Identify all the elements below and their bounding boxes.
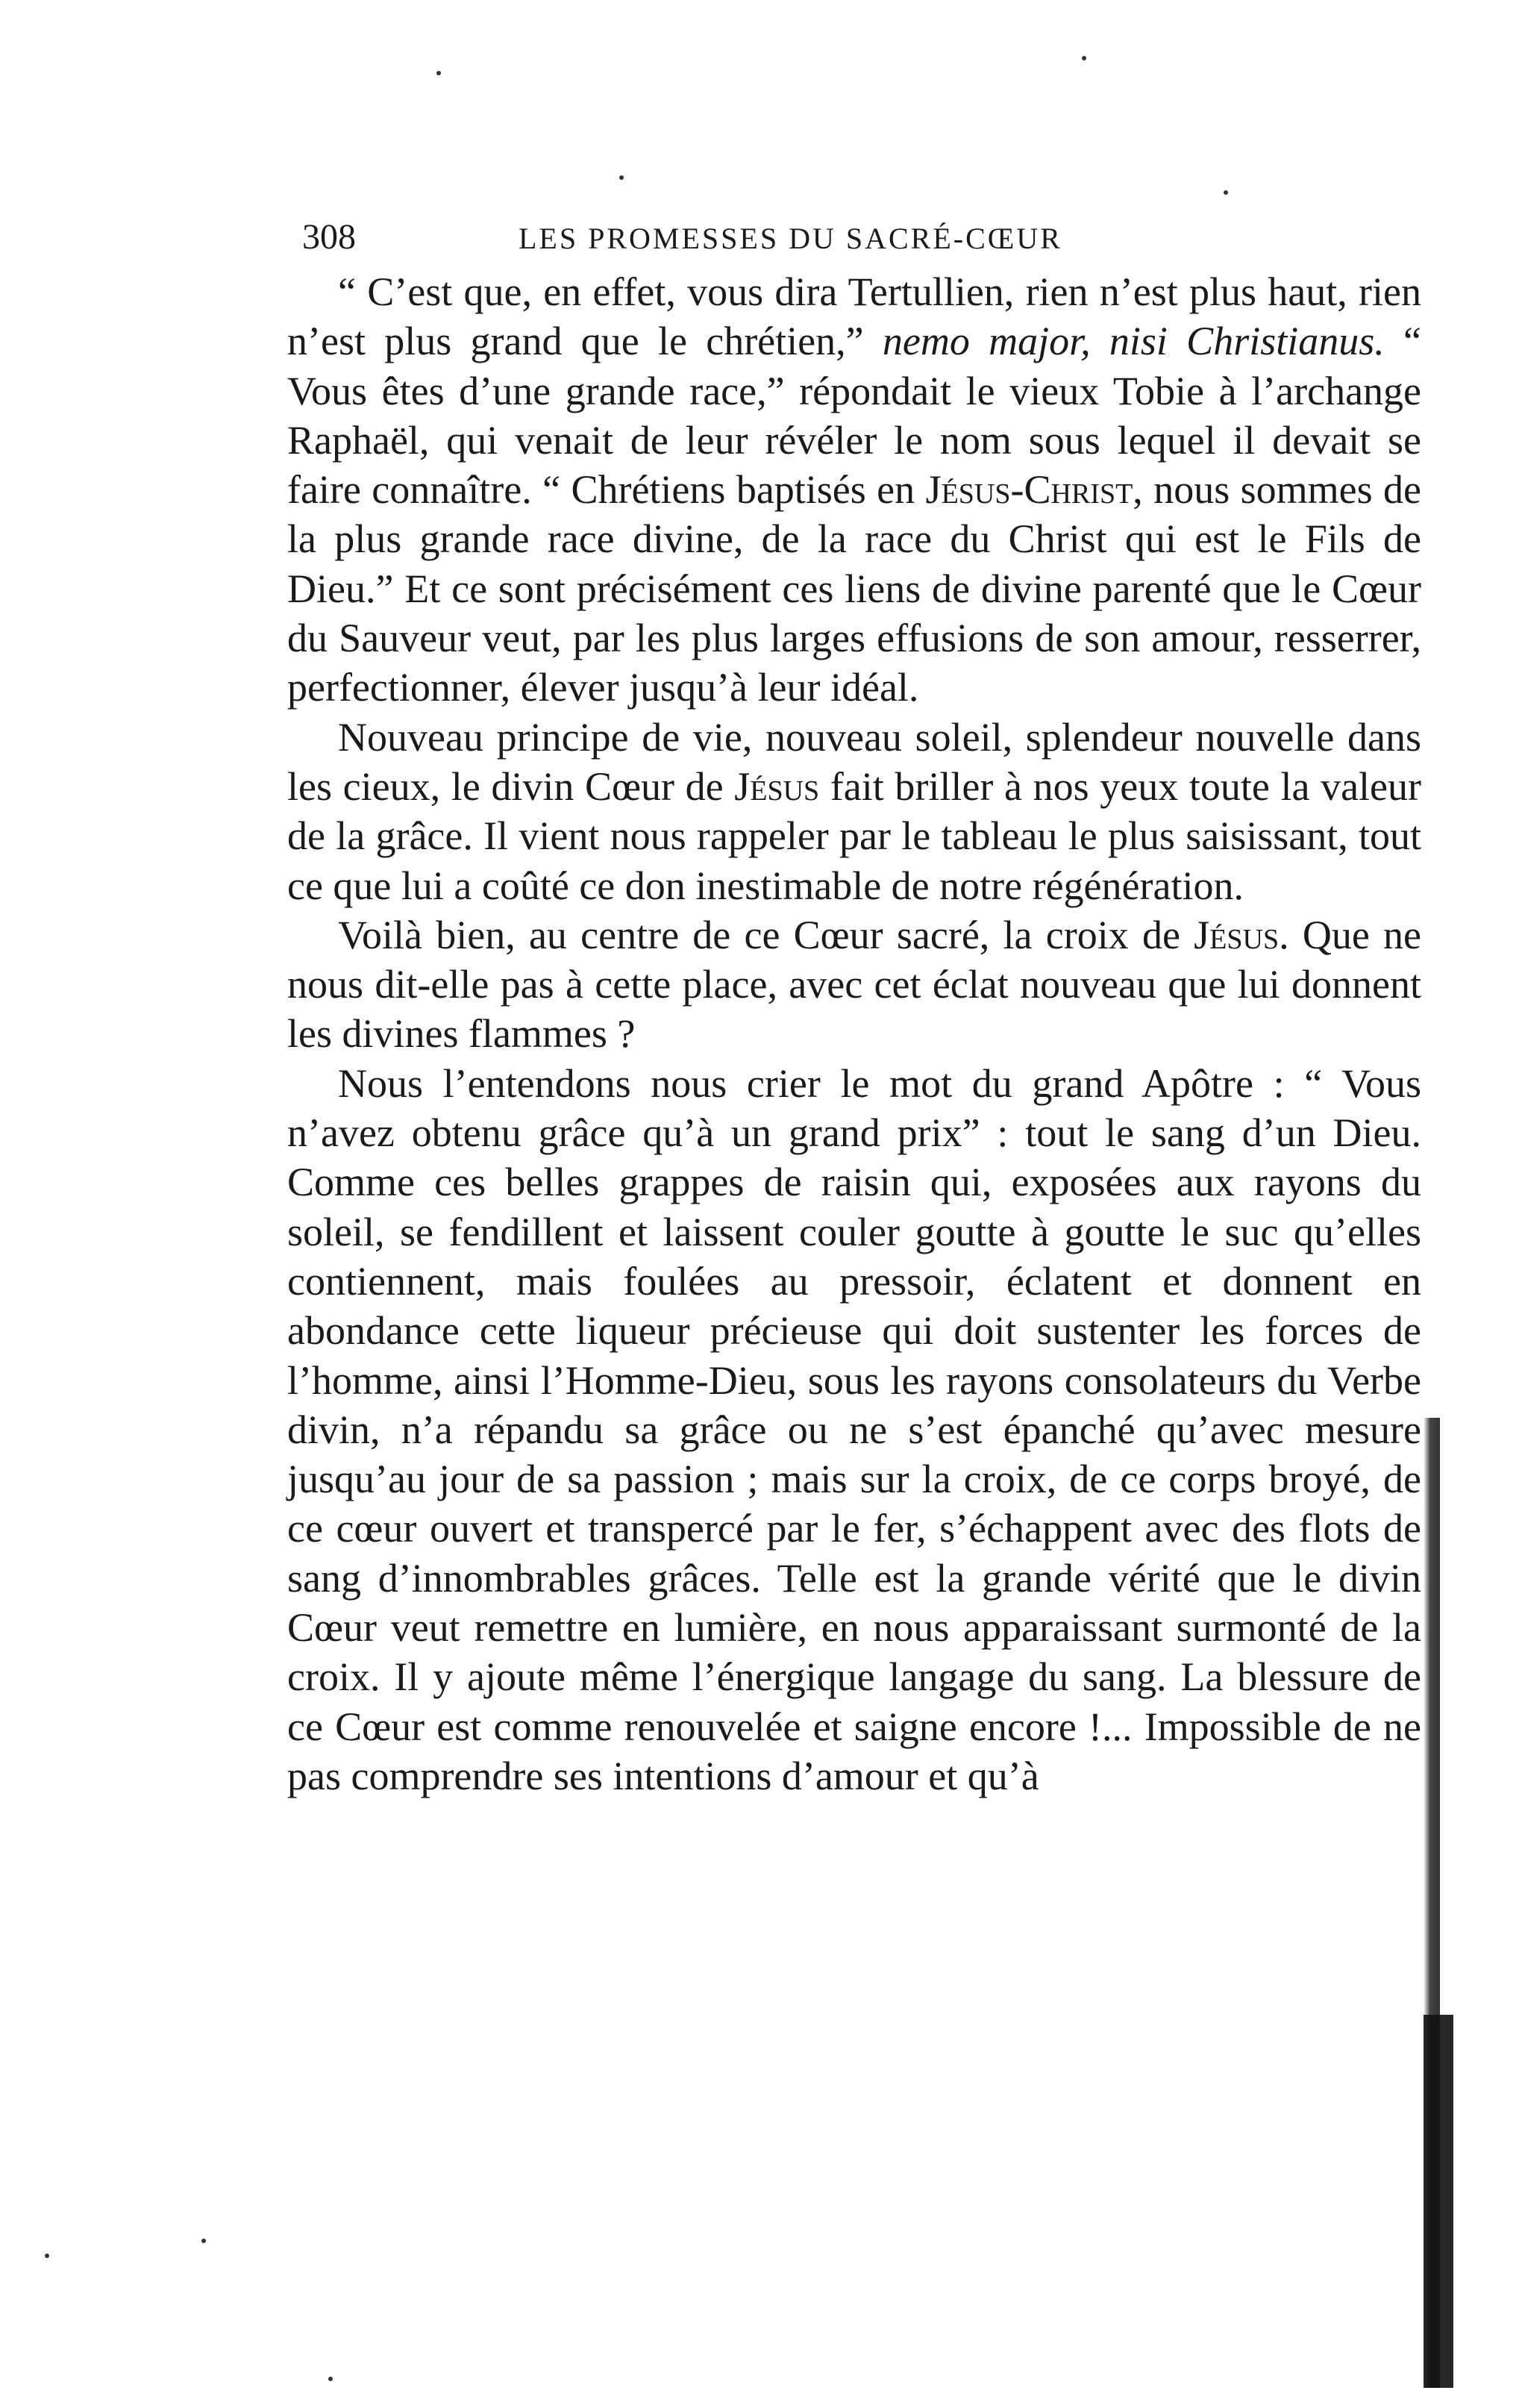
scan-speck — [1082, 56, 1086, 60]
jesus-smallcaps: Jésus — [1194, 912, 1280, 957]
paragraph-3-text-c: . Que ne nous dit-elle pas à cette place, avec cet éclat nouveau que lui donnent les divines flammes ? — [287, 912, 1422, 1057]
paragraph-3 — [287, 910, 1421, 1059]
page-header — [302, 216, 1183, 269]
scan-speck — [201, 2239, 206, 2243]
running-head: LES PROMESSES DU SACRÉ-CŒUR — [519, 222, 1062, 255]
jesus-christ-smallcaps: Jésus-Christ — [925, 467, 1133, 513]
paragraph-1 — [287, 267, 1421, 713]
paragraph-4-text-a: Nous l’entendons nous crier le mot du grand Apôtre : “ Vous n’avez obtenu grâce qu’à un grand prix” : tout le sang d’un Dieu. Comme ces belles grappes de raisin qui, exposées aux rayons du soleil, se fendillent et laissent couler goutte à goutte le suc qu’elles contiennent, mais foulées au pressoir, éclatent et donnent en abondance cette liqueur précieuse qui doit sustenter les forces de l’homme, ainsi l’Homme-Dieu, sous les rayons consolateurs du Verbe divin, n’a répandu sa grâce ou ne s’est épanché qu’avec mesure jusqu’au jour de sa passion ; mais sur la croix, de ce corps broyé, de ce cœur ouvert et transpercé par le fer, s’échappent avec des flots de sang d’innombrables grâces. Telle est la grande vérité que le divin Cœur veut remettre en lumière, en nous apparaissant surmonté de la croix. Il y ajoute même l’énergique langage du sang. La blessure de ce Cœur est comme renouvelée et saigne encore !... Impossible de ne pas comprendre ses intentions d’amour et qu’à — [287, 1060, 1421, 1798]
scan-edge-shadow-lower — [1424, 2015, 1453, 2388]
paragraph-2-text-c: fait briller à nos yeux toute la valeur de la grâce. Il vient nous rappeler par le tableau le plus saisissant, tout ce que lui a coûté ce don inestimable de notre régénération. — [287, 763, 1421, 908]
scan-speck — [619, 175, 624, 180]
page-number: 308 — [302, 217, 356, 257]
body-text — [287, 267, 1421, 1801]
paragraph-1-text-e: , nous sommes de la plus grande race divine, de la race du Christ qui est le Fils de Dieu.” Et ce sont précisément ces liens de divine parenté que le Cœur du Sauveur veut, par les plus larges effusions de son amour, resserrer, perfectionner, élever jusqu’à leur idéal. — [287, 467, 1421, 710]
jesus-smallcaps: Jésus — [734, 763, 820, 809]
paragraph-4 — [287, 1059, 1421, 1801]
scan-speck — [328, 2377, 333, 2381]
paragraph-1-text-a: “ C’est que, en effet, vous dira Tertullien, rien n’est plus haut, rien n’est plus grand que le chrétien,” — [287, 269, 1421, 364]
paragraph-2 — [287, 713, 1421, 910]
paragraph-1-text-c: “ Vous êtes d’une grande race,” répondait le vieux Tobie à l’archange Raphaël, qui venait de leur révéler le nom sous lequel il devait se faire connaître. “ Chrétiens baptisés en — [287, 319, 1422, 513]
latin-quote: nemo major, nisi Christianus. — [882, 319, 1385, 364]
scan-speck — [45, 2254, 49, 2258]
scan-speck — [1224, 190, 1228, 195]
paragraph-3-text-a: Voilà bien, au centre de ce Cœur sacré, la croix de — [338, 912, 1194, 957]
paragraph-2-text-a: Nouveau principe de vie, nouveau soleil, splendeur nouvelle dans les cieux, le divin Cœur de — [287, 714, 1421, 809]
scan-speck — [436, 71, 441, 75]
